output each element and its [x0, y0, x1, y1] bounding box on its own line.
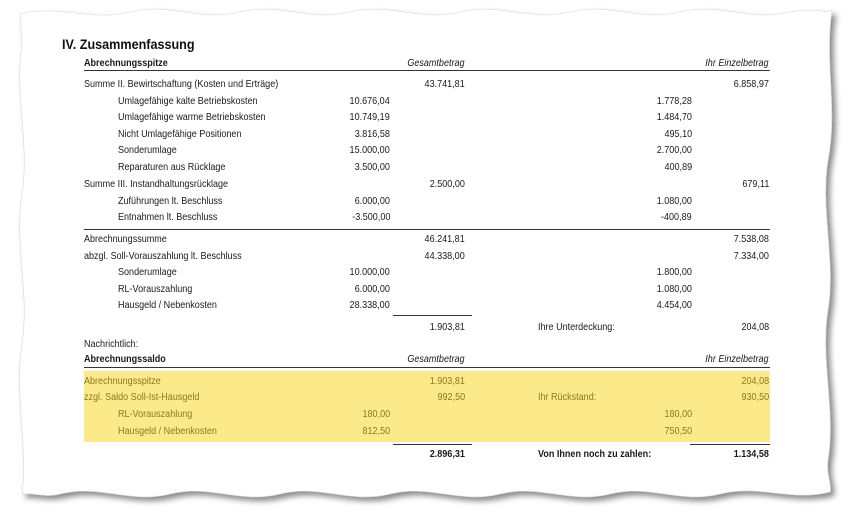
row-label: Nicht Umlagefähige Positionen	[118, 128, 242, 140]
final-own: 1.134,58	[733, 448, 769, 460]
saldo-sub-own: 750,50	[664, 425, 692, 437]
row-sub-own: 1.080,00	[656, 283, 692, 295]
row-own: 6.858,97	[733, 78, 769, 90]
row-own: 7.538,08	[733, 233, 769, 245]
row-label: Sonderumlage	[118, 266, 177, 278]
header-gesamtbetrag: Gesamtbetrag	[407, 353, 465, 365]
sum-line	[393, 444, 472, 445]
row-total: 46.241,81	[424, 233, 465, 245]
row-sub-own: 1.484,70	[656, 111, 692, 123]
saldo-sub-total: 180,00	[362, 408, 390, 420]
row-sub-total: 6.000,00	[354, 195, 390, 207]
row-sub-own: 1.800,00	[656, 266, 692, 278]
saldo-sub-total: 812,50	[362, 425, 390, 437]
row-sub-total: -3.500,00	[351, 211, 390, 223]
header-einzelbetrag: Ihr Einzelbetrag	[705, 353, 769, 365]
header-abrechnungsspitze: Abrechnungsspitze	[84, 57, 168, 69]
sum-line	[690, 444, 770, 445]
row-sub-own: -400,89	[661, 211, 692, 223]
row-total: 44.338,00	[424, 250, 465, 262]
row-sub-own: 400,89	[664, 161, 692, 173]
saldo-label: Hausgeld / Nebenkosten	[118, 425, 217, 437]
row-sub-total: 6.000,00	[354, 283, 390, 295]
row-sub-total: 3.500,00	[354, 161, 390, 173]
saldo-total: 1.903,81	[429, 375, 465, 387]
divider	[84, 70, 770, 71]
row-sub-own: 1.080,00	[656, 195, 692, 207]
row-label: RL-Vorauszahlung	[118, 283, 193, 295]
note-label: Nachrichtlich:	[84, 338, 139, 350]
row-label: Entnahmen lt. Beschluss	[118, 211, 218, 223]
row-sub-total: 10.676,04	[349, 95, 390, 107]
header-gesamtbetrag: Gesamtbetrag	[407, 57, 465, 69]
saldo-own: 204,08	[741, 375, 769, 387]
row-own: 679,11	[742, 178, 769, 190]
row-label: Summe II. Bewirtschaftung (Kosten und Erträge)	[84, 78, 279, 90]
row-own: 7.334,00	[733, 250, 769, 262]
row-label: Summe III. Instandhaltungsrücklage	[84, 178, 229, 190]
divider	[84, 367, 770, 368]
summary-label: Ihre Unterdeckung:	[538, 321, 615, 333]
row-sub-own: 4.454,00	[656, 299, 692, 311]
row-label: Reparaturen aus Rücklage	[118, 161, 226, 173]
saldo-label: zzgl. Saldo Soll-Ist-Hausgeld	[84, 391, 200, 403]
row-sub-total: 15.000,00	[349, 144, 390, 156]
saldo-own: 930,50	[741, 391, 769, 403]
row-label: Zuführungen lt. Beschluss	[118, 195, 223, 207]
row-total: 43.741,81	[424, 78, 465, 90]
row-sub-total: 10.749,19	[349, 111, 390, 123]
section-title: IV. Zusammenfassung	[62, 36, 195, 52]
final-total: 2.896,31	[429, 448, 465, 460]
row-label: Umlagefähige kalte Betriebskosten	[118, 95, 258, 107]
row-label: Sonderumlage	[118, 144, 177, 156]
row-sub-total: 10.000,00	[349, 266, 390, 278]
saldo-mid-label: Ihr Rückstand:	[538, 391, 597, 403]
row-label: Hausgeld / Nebenkosten	[118, 299, 217, 311]
final-label: Von Ihnen noch zu zahlen:	[538, 448, 652, 460]
row-sub-total: 28.338,00	[349, 299, 390, 311]
row-sub-own: 1.778,28	[656, 95, 692, 107]
row-sub-own: 2.700,00	[656, 144, 692, 156]
row-total: 2.500,00	[429, 178, 465, 190]
row-label: abzgl. Soll-Vorauszahlung lt. Beschluss	[84, 250, 242, 262]
row-label: Abrechnungssumme	[84, 233, 167, 245]
summary-own: 204,08	[741, 321, 769, 333]
summary-total: 1.903,81	[429, 321, 465, 333]
saldo-total: 992,50	[437, 391, 465, 403]
saldo-label: Abrechnungsspitze	[84, 375, 161, 387]
saldo-label: RL-Vorauszahlung	[118, 408, 193, 420]
divider	[84, 229, 770, 230]
sum-line	[393, 315, 472, 316]
row-sub-total: 3.816,58	[354, 128, 390, 140]
header-abrechnungssaldo: Abrechnungssaldo	[84, 353, 166, 365]
row-label: Umlagefähige warme Betriebskosten	[118, 111, 266, 123]
saldo-sub-own: 180,00	[664, 408, 692, 420]
row-sub-own: 495,10	[664, 128, 692, 140]
header-einzelbetrag: Ihr Einzelbetrag	[705, 57, 769, 69]
